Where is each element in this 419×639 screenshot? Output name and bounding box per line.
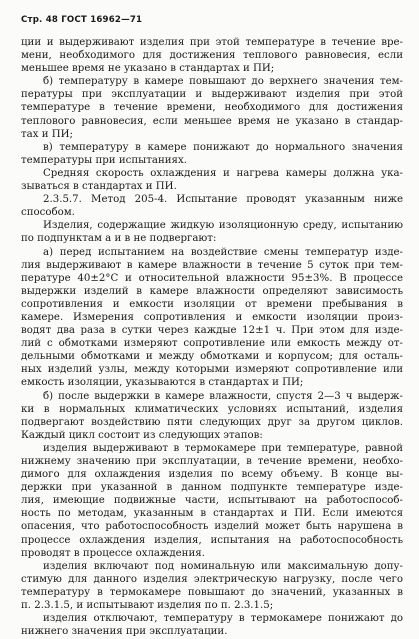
text-line: 2.3.5.7. Метод 205-4. Испытание проводят указанным ниже [43, 194, 403, 206]
text-line: держки при указанной в данном подпункте температуре изде- [21, 482, 403, 494]
text-line: изделия выдерживают в термокамере при температуре, равной [43, 442, 403, 454]
text-line: нижнему значению при эксплуатации, в течение времени, необхо- [21, 456, 403, 467]
text-line: зываться в стандартах и ПИ. [21, 181, 177, 193]
text-line: водят два раза в сутки через каждые 12±1 ч. При этом для изде- [21, 325, 403, 337]
text-line: меньшее время не указано в стандартах и ПИ; [21, 63, 275, 75]
text-line: в) температуру в камере понижают до нормального значения [43, 141, 403, 153]
text-line: температуры при испытаниях. [21, 154, 187, 166]
text-line: опасения, что работоспособность изделий может быть нарушена в [21, 521, 403, 533]
text-line: тах и ПИ; [21, 128, 73, 140]
text-line: подвергают воздействию пяти следующих друг за другом циклов. [21, 416, 403, 428]
text-line: температуру в термокамере повышают до значений, указанных в [21, 586, 403, 598]
text-line: выдержки изделий в камере влажности определяют зависимость [21, 285, 403, 297]
text-line: сопротивления и емкости изоляции от времени пребывания в [21, 298, 403, 310]
text-line: б) температуру в камере повышают до верхнего значения тем- [43, 76, 403, 88]
text-line: б) после выдержки в камере влажности, спустя 2—3 ч выдерж- [43, 390, 403, 402]
text-line: ки в нормальных климатических условиях испытаний, изделия [21, 403, 403, 415]
text-line: ных изделий узлы, между которыми измеряют сопротивление или [21, 364, 403, 376]
text-line: мени, необходимого для достижения теплового равновесия, если [21, 50, 403, 62]
text-line: нижнего значения при эксплуатации. [21, 626, 228, 638]
text-line: по подпунктам а и в не подвергают: [21, 233, 217, 245]
page-header: Стр. 48 ГОСТ 16962—71 [21, 15, 143, 25]
text-line: лия, имеющие подвижные части, испытывают на работоспособ- [21, 495, 403, 507]
text-line: способом. [21, 207, 75, 219]
text-line: температуре в течение времени, необходимого для достижения [21, 102, 403, 114]
text-line: теплового равновесия, если меньшее время не указано в стандар- [21, 115, 403, 127]
text-line: пературе 40±2°С и относительной влажности 95±3%. В процессе [21, 272, 403, 284]
text-line: п. 2.3.1.5, и испытывают изделия по п. 2.3.1.5; [21, 600, 274, 612]
text-line: проводят в процессе охлаждения. [21, 547, 205, 559]
text-line: димого для охлаждения изделия по всему объему. В конце вы- [21, 469, 403, 481]
text-line: лий с обмотками измеряют сопротивление или емкость между от- [21, 338, 403, 350]
text-line: ции и выдерживают изделия при этой температуре в течение вре- [21, 37, 403, 48]
text-line: Изделия, содержащие жидкую изоляционную среду, испытанию [43, 220, 403, 232]
text-line: камере. Измерения сопротивления и емкости изоляции произ- [21, 311, 403, 323]
text-line: изделия включают под номинальную или максимальную допу- [43, 560, 403, 572]
text-line: Каждый цикл состоит из следующих этапов: [21, 429, 263, 441]
text-line: а) перед испытанием на воздействие смены температур изде- [43, 246, 403, 258]
text-line: стимую для данного изделия электрическую нагрузку, после чего [21, 573, 403, 585]
text-line: Средняя скорость охлаждения и нагрева камеры должна ука- [43, 167, 403, 179]
body-text [21, 36, 403, 638]
text-line: ность по методам, указанным в стандартах и ПИ. Если имеются [21, 508, 403, 520]
text-line: пературы при эксплуатации и выдерживают изделия при этой [21, 89, 403, 101]
text-line: дельными обмотками и между обмотками и корпусом; для осталь- [21, 351, 403, 363]
text-line: процессе охлаждения изделия, испытания на работоспособность [21, 534, 403, 546]
text-line: изделия отключают, температуру в термокамере понижают до [43, 613, 403, 625]
text-line: лия выдерживают в камере влажности в течение 5 суток при тем- [21, 259, 403, 271]
text-line: емкость изоляции, указываются в стандартах и ПИ; [21, 377, 304, 389]
